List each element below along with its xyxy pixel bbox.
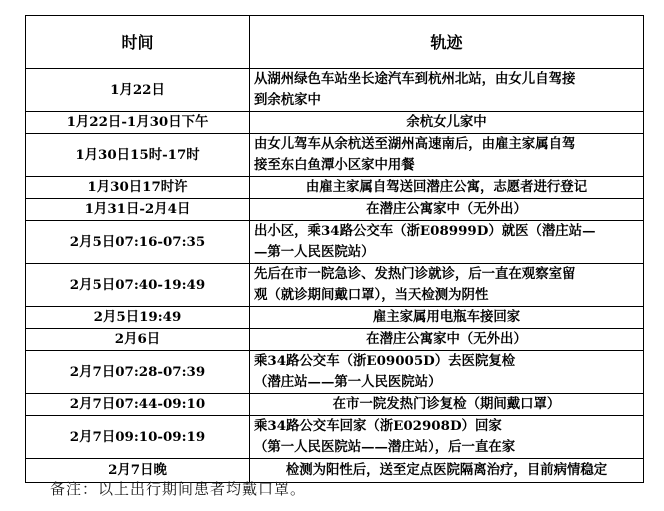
track-cell xyxy=(250,69,644,112)
footnote: 备注：以上出行期间患者均戴口罩。 xyxy=(50,480,307,498)
table-row xyxy=(26,307,644,329)
track-line: 由雇主家属自驾送回潜庄公寓，志愿者进行登记 xyxy=(305,179,588,195)
table-row xyxy=(26,199,644,221)
track-line: 雇主家属用电瓶车接回家 xyxy=(372,309,521,325)
time-cell: 2月7日晚 xyxy=(26,459,250,483)
table-row xyxy=(26,416,644,459)
track-cell xyxy=(250,134,644,177)
track-line: 由女儿驾车从余杭送至湖州高速南后，由雇主家属自驾 xyxy=(254,136,576,152)
table-row xyxy=(26,221,644,264)
table-row xyxy=(26,69,644,112)
table-row xyxy=(26,177,644,199)
table-row xyxy=(26,394,644,416)
time-cell: 2月5日07:40-19:49 xyxy=(26,264,250,307)
time-cell: 2月7日09:10-09:19 xyxy=(26,416,250,459)
track-line: （第一人民医院站——潜庄站），后一直在家 xyxy=(254,439,516,455)
track-cell xyxy=(250,221,644,264)
track-line: 在潜庄公寓家中（无外出） xyxy=(366,331,527,347)
track-cell xyxy=(250,112,644,134)
header-time: 时间 xyxy=(26,16,250,69)
track-line: 在市一院发热门诊复检（期间戴口罩） xyxy=(332,396,561,412)
track-line: 余杭女儿家中 xyxy=(406,114,487,130)
time-cell: 1月31日-2月4日 xyxy=(26,199,250,221)
track-line: 出小区，乘34路公交车（浙E08999D）就医（潜庄站— xyxy=(254,223,596,239)
time-cell: 1月30日17时许 xyxy=(26,177,250,199)
header-row xyxy=(26,16,644,69)
track-line: 在潜庄公寓家中（无外出） xyxy=(366,201,527,217)
header-track: 轨迹 xyxy=(250,16,644,69)
table-body xyxy=(26,69,644,483)
time-cell: 2月5日07:16-07:35 xyxy=(26,221,250,264)
track-cell xyxy=(250,307,644,329)
table-row xyxy=(26,264,644,307)
table-row xyxy=(26,351,644,394)
time-cell: 1月30日15时-17时 xyxy=(26,134,250,177)
track-cell xyxy=(250,351,644,394)
time-cell: 2月5日19:49 xyxy=(26,307,250,329)
time-cell: 2月6日 xyxy=(26,329,250,351)
track-cell xyxy=(250,199,644,221)
time-cell: 2月7日07:28-07:39 xyxy=(26,351,250,394)
track-cell xyxy=(250,329,644,351)
itinerary-table xyxy=(25,15,644,483)
track-cell xyxy=(250,264,644,307)
track-line: （潜庄站——第一人民医院站） xyxy=(254,374,442,390)
track-cell xyxy=(250,459,644,483)
track-line: 乘34路公交车回家（浙E02908D）回家 xyxy=(254,418,502,434)
track-cell xyxy=(250,394,644,416)
time-cell: 1月22日 xyxy=(26,69,250,112)
table-row xyxy=(26,112,644,134)
time-cell: 2月7日07:44-09:10 xyxy=(26,394,250,416)
table-row xyxy=(26,329,644,351)
track-line: 乘34路公交车（浙E09005D）去医院复检 xyxy=(254,353,516,369)
track-line: 检测为阳性后，送至定点医院隔离治疗，目前病情稳定 xyxy=(285,462,608,478)
time-cell: 1月22日-1月30日下午 xyxy=(26,112,250,134)
track-cell xyxy=(250,416,644,459)
track-line: 接至东白鱼潭小区家中用餐 xyxy=(254,157,415,173)
track-line: 从湖州绿色车站坐长途汽车到杭州北站，由女儿自驾接 xyxy=(254,71,576,87)
table-row xyxy=(26,134,644,177)
track-line: 先后在市一院急诊、发热门诊就诊，后一直在观察室留 xyxy=(254,266,576,282)
track-line: 观（就诊期间戴口罩），当天检测为阴性 xyxy=(254,287,489,303)
track-line: 到余杭家中 xyxy=(254,92,321,108)
track-cell xyxy=(250,177,644,199)
track-line: —第一人民医院站） xyxy=(254,244,375,260)
